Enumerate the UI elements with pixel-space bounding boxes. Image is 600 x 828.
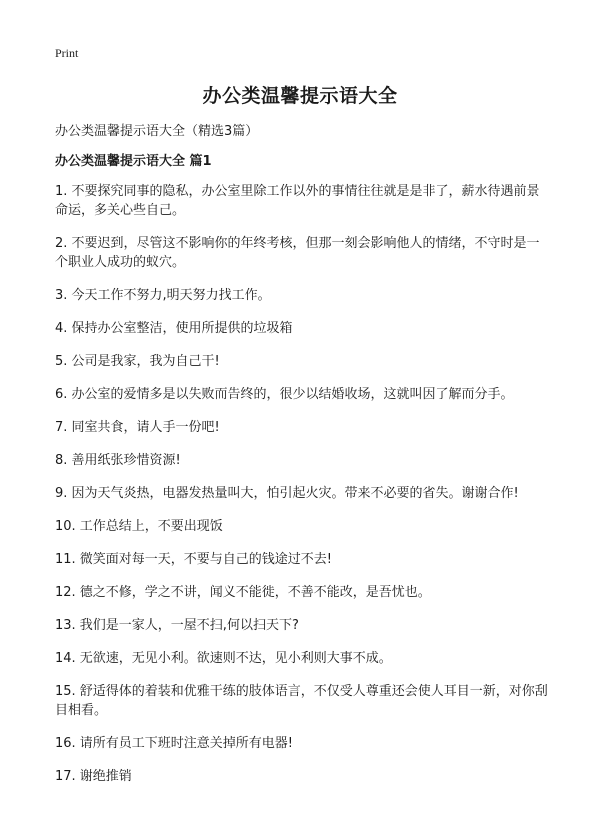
list-item: 8. 善用纸张珍惜资源! (55, 453, 181, 468)
print-link[interactable]: Print (55, 46, 79, 60)
list-item: 16. 请所有员工下班时注意关掉所有电器! (55, 736, 294, 751)
list-item: 10. 工作总结上，不要出现饭 (55, 519, 223, 534)
section-heading: 办公类温馨提示语大全 篇1 (55, 154, 212, 169)
list-item: 3. 今天工作不努力,明天努力找工作。 (55, 288, 271, 303)
page-title: 办公类温馨提示语大全 (202, 85, 398, 107)
list-item: 15. 舒适得体的着装和优雅干练的肢体语言，不仅受人尊重还会使人耳目一新，对你刮目相看。 (55, 684, 548, 718)
list-item: 13. 我们是一家人，一屋不扫,何以扫天下? (55, 618, 299, 633)
list-item: 14. 无欲速，无见小利。欲速则不达，见小利则大事不成。 (55, 651, 392, 666)
list-item: 2. 不要迟到，尽管这不影响你的年终考核，但那一刻会影响他人的情绪，不守时是一个职业人成功的蚁穴。 (55, 236, 540, 270)
list-item: 5. 公司是我家，我为自己干! (55, 354, 220, 369)
list-item: 4. 保持办公室整洁，使用所提供的垃圾箱 (55, 321, 293, 336)
list-item: 1. 不要探究同事的隐私，办公室里除工作以外的事情往往就是是非了，薪水待遇前景命运，多关心些自己。 (55, 184, 540, 218)
list-item: 6. 办公室的爱情多是以失败而告终的，很少以结婚收场，这就叫因了解而分手。 (55, 387, 514, 402)
list-item: 11. 微笑面对每一天，不要与自己的钱途过不去! (55, 552, 333, 567)
list-item: 9. 因为天气炎热，电器发热量叫大，怕引起火灾。带来不必要的省失。谢谢合作! (55, 486, 519, 501)
document-subtitle: 办公类温馨提示语大全（精选3篇） (55, 124, 259, 139)
tips-list (55, 182, 550, 800)
list-item: 12. 德之不修，学之不讲，闻义不能徙，不善不能改，是吾忧也。 (55, 585, 431, 600)
list-item: 17. 谢绝推销 (55, 769, 132, 784)
list-item: 7. 同室共食，请人手一份吧! (55, 420, 220, 435)
